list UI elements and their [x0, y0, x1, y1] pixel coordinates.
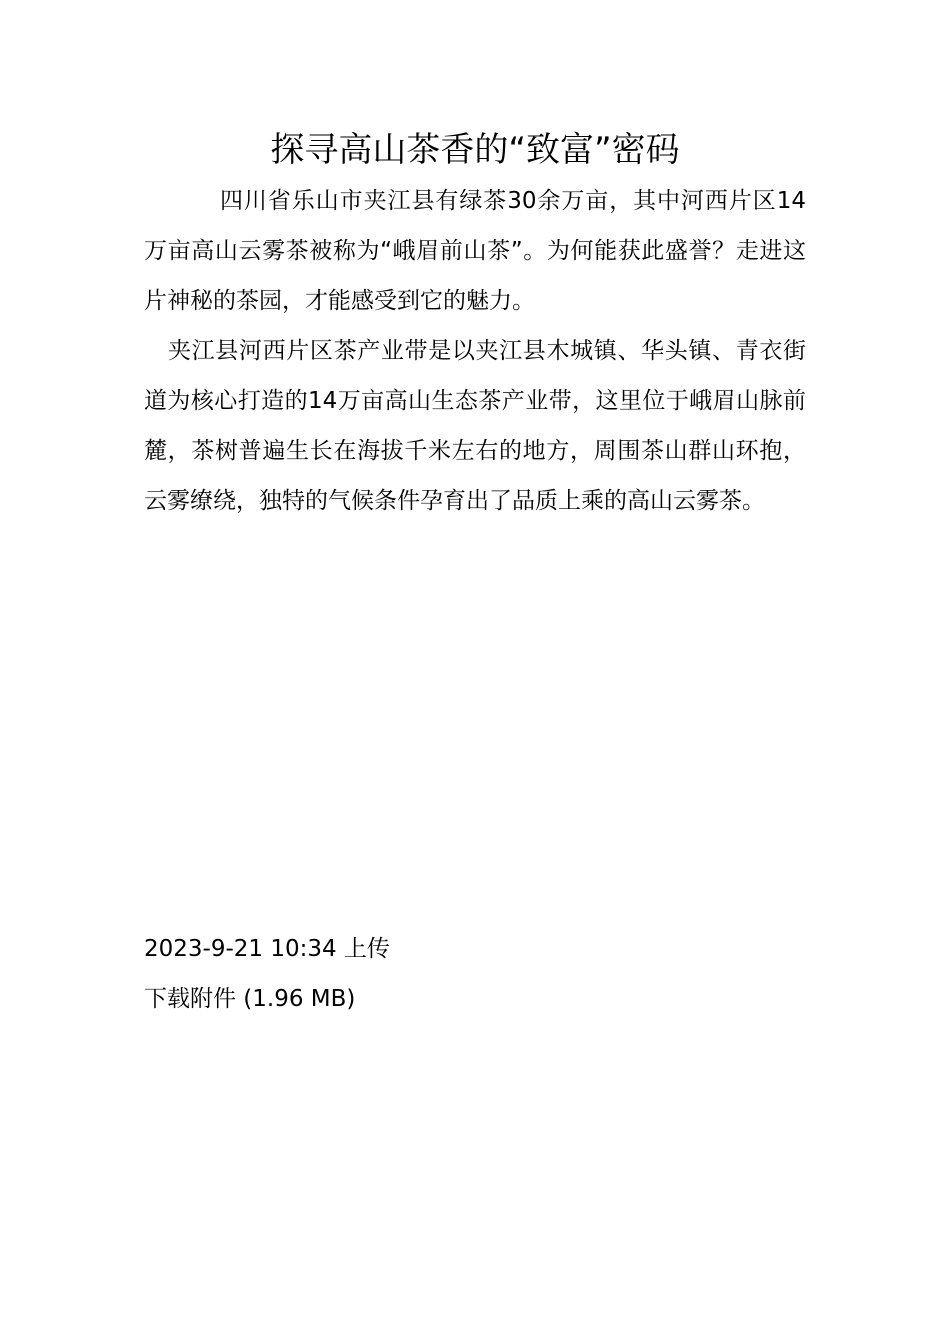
download-attachment-row [144, 974, 806, 1024]
article-paragraph: 四川省乐山市夹江县有绿茶30余万亩，其中河西片区14万亩高山云雾茶被称为“峨眉前山茶”。为何能获此盛誉？走进这片神秘的茶园，才能感受到它的魅力。 [144, 188, 806, 314]
upload-timestamp: 2023-9-21 10:34 上传 [144, 936, 390, 962]
article-paragraph: 夹江县河西片区茶产业带是以夹江县木城镇、华头镇、青衣街道为核心打造的14万亩高山生态茶产业带，这里位于峨眉山脉前麓，茶树普遍生长在海拔千米左右的地方，周围茶山群山环抱，云雾缭绕，独特的气候条件孕育出了品质上乘的高山云雾茶。 [144, 338, 806, 514]
article-title: 探寻高山茶香的“致富”密码 [270, 130, 680, 170]
download-attachment-link[interactable]: 下载附件 (1.96 MB) [144, 986, 356, 1012]
article-body [144, 176, 806, 526]
attachment-info [144, 924, 806, 1024]
